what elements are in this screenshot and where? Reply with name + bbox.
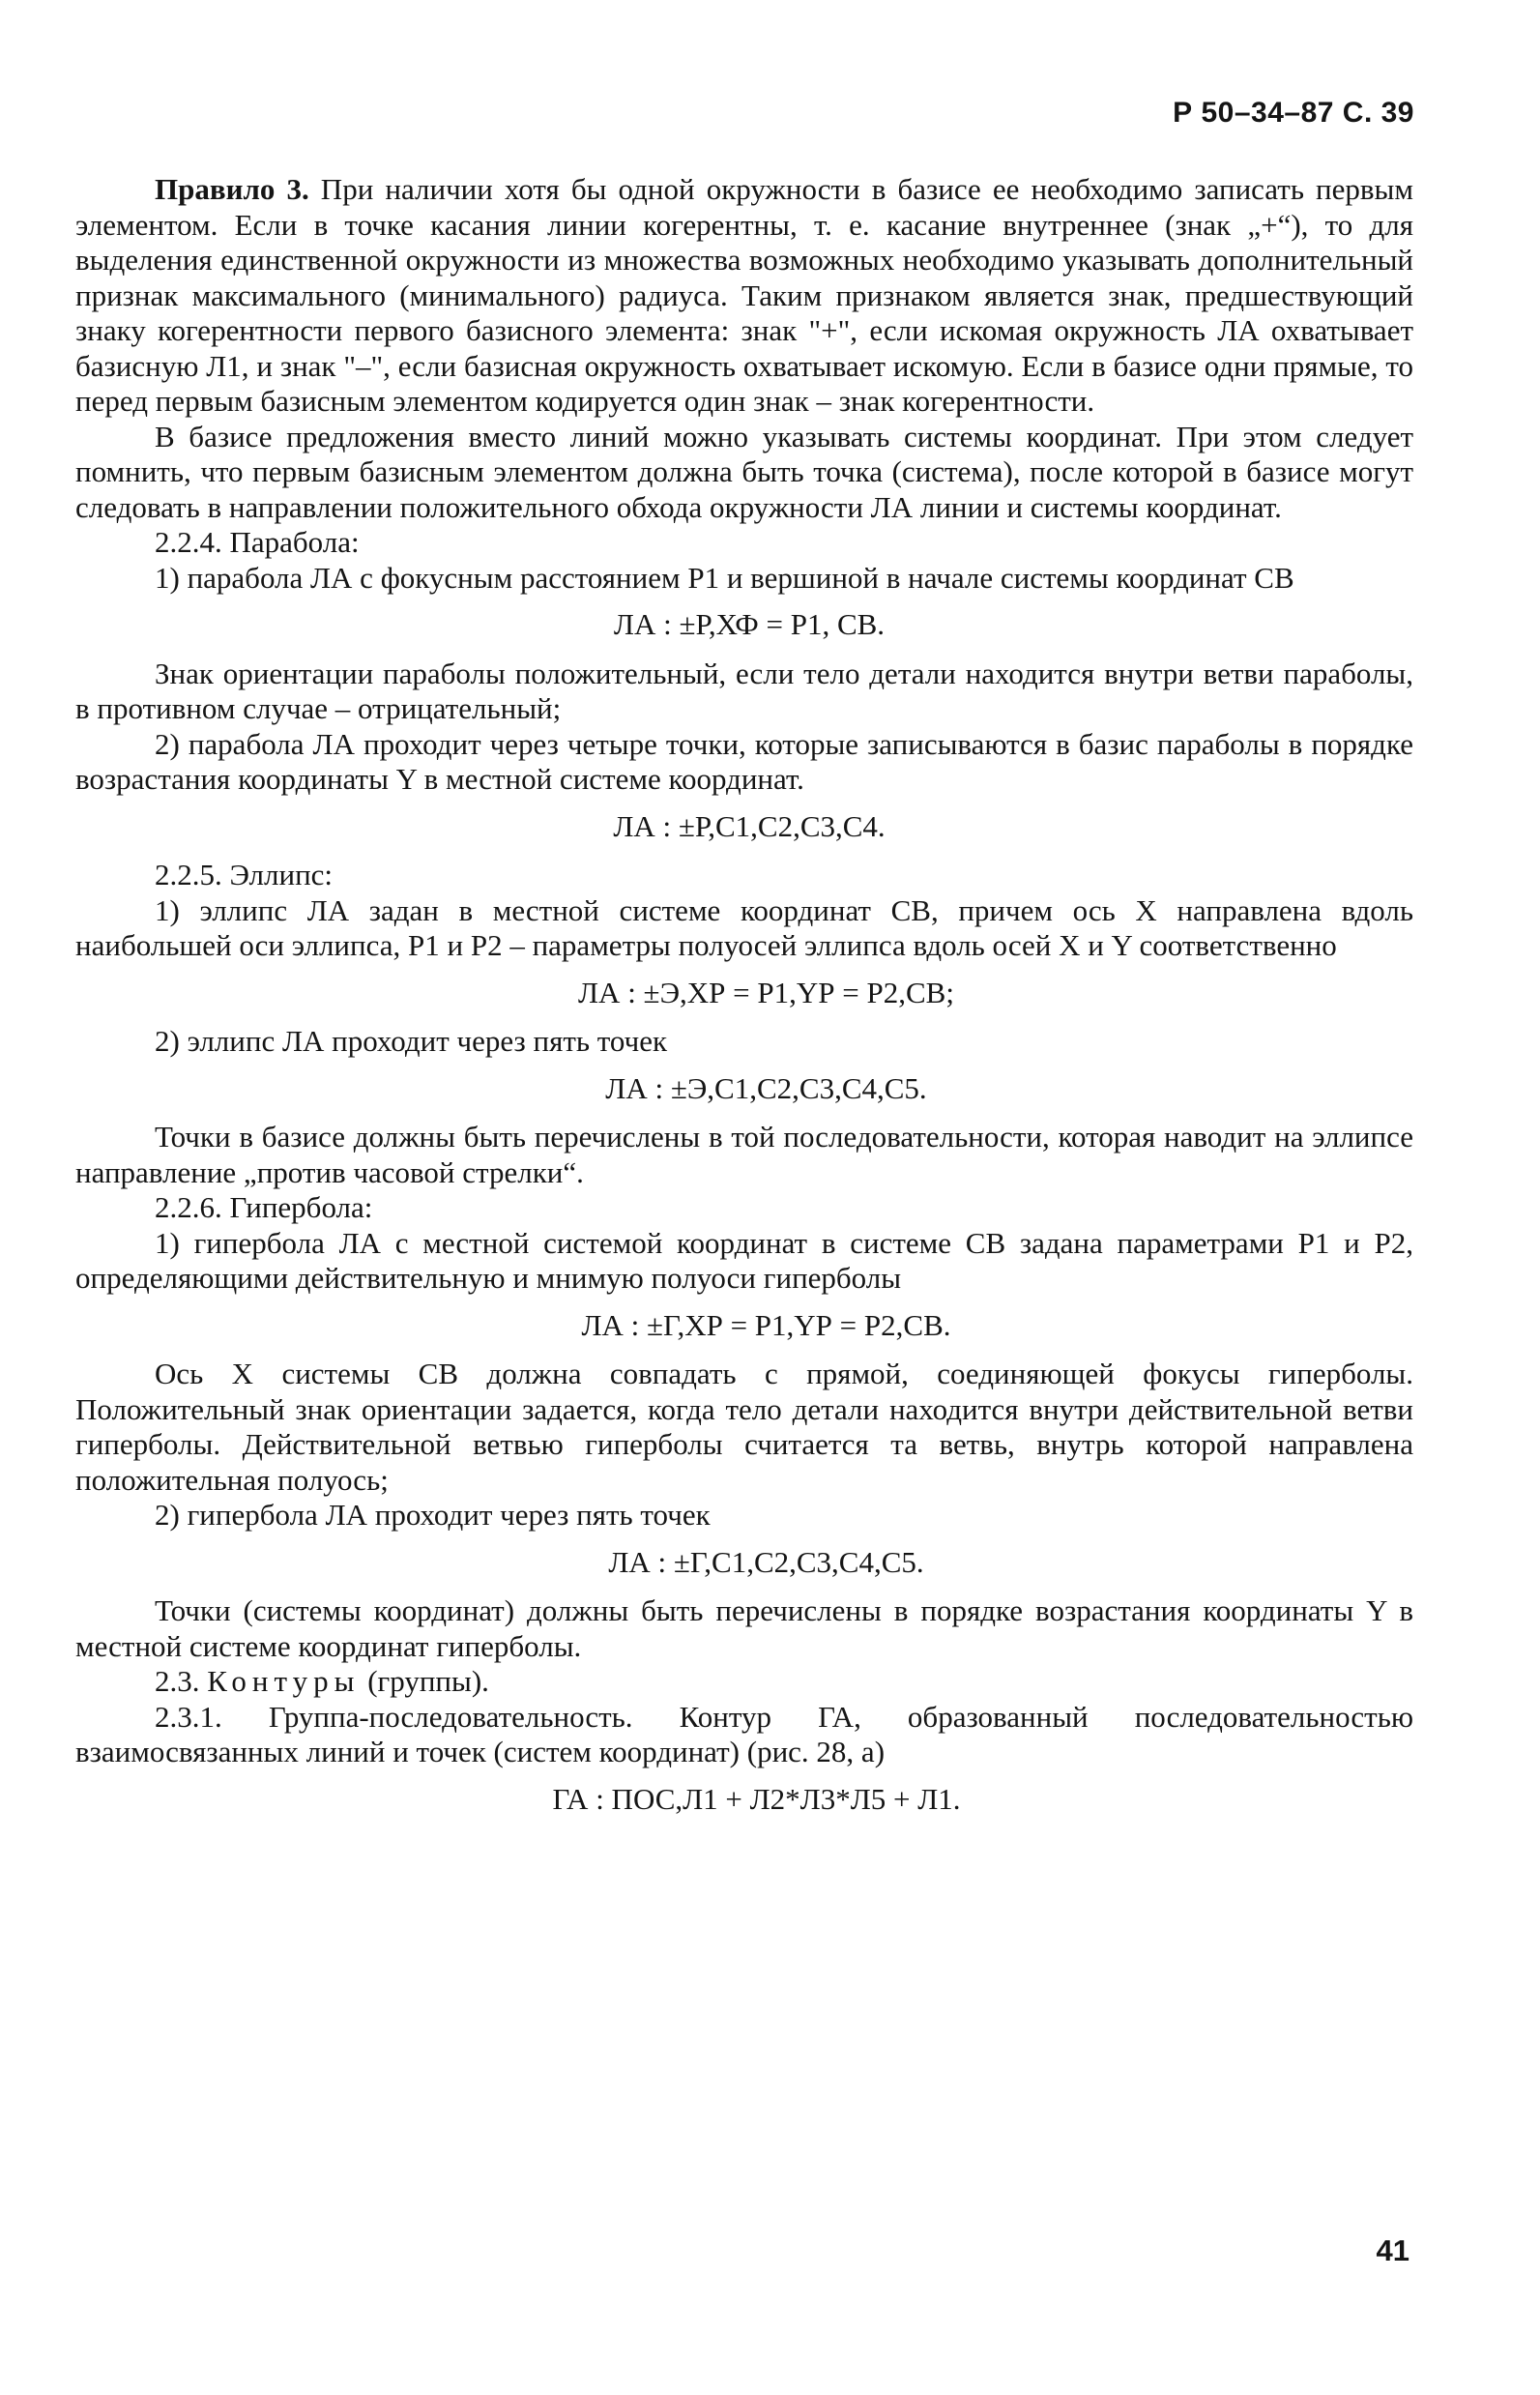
hyperbola-item-1: 1) гипербола ЛА с местной системой координат в системе СВ задана параметрами Р1 и Р2, определяющими действительную и мнимую полуоси гиперболы bbox=[75, 1225, 1413, 1295]
page-number: 41 bbox=[1376, 2234, 1409, 2267]
parabola-item-1: 1) парабола ЛА с фокусным расстоянием Р1 и вершиной в начале системы координат СВ bbox=[155, 560, 1294, 595]
parabola-item-2: 2) парабола ЛА проходит через четыре точки, которые записываются в базис параболы в порядке возрастания координаты Y в местной системе координат. bbox=[75, 726, 1413, 796]
rule-3-paragraph bbox=[75, 172, 1413, 420]
rule-3-text: При наличии хотя бы одной окружности в базисе ее необходимо записать первым элементом. Если в точке касания линии когерентны, т. е. касание внутреннее (знак „+“), то для выделения единственной окружности из множества возможных необходимо указывать дополнительный признак максимального (минимального) радиуса. Таким признаком является знак, предшествующий знаку когерентности первого базисного элемента: знак "+", если искомая окружность ЛА охватывает базисную Л1, и знак "–", если базисная окружность охватывает искомую. Если в базисе одни прямые, то перед первым базисным элементом кодируется один знак – знак когерентности. bbox=[75, 172, 1413, 418]
section-2-2-4-heading: 2.2.4. Парабола: bbox=[155, 525, 360, 559]
running-header: Р 50–34–87 С. 39 bbox=[1173, 97, 1414, 129]
page-content bbox=[75, 172, 1413, 1830]
parabola-sign-note: Знак ориентации параболы положительный, если тело детали находится внутри ветви параболы, в противном случае – отрицательный; bbox=[75, 656, 1413, 725]
hyperbola-points-note: Точки (системы координат) должны быть перечислены в порядке возрастания координаты Y в местной системе координат гиперболы. bbox=[75, 1593, 1413, 1663]
section-2-3-title: Контуры bbox=[207, 1664, 361, 1698]
ellipse-points-note: Точки в базисе должны быть перечислены в той последовательности, которая наводит на эллипсе направление „против часовой стрелки“. bbox=[75, 1120, 1413, 1189]
ellipse-item-1: 1) эллипс ЛА задан в местной системе координат СВ, причем ось X направлена вдоль наибольшей оси эллипса, Р1 и Р2 – параметры полуосей эллипса вдоль осей X и Y соответственно bbox=[75, 892, 1413, 962]
section-2-3-1-paragraph: 2.3.1. Группа-последовательность. Контур ГА, образованный последовательностью взаимосвязанных линий и точек (систем координат) (рис. 28, а) bbox=[75, 1699, 1413, 1768]
section-2-2-6-heading: 2.2.6. Гипербола: bbox=[155, 1190, 373, 1224]
hyperbola-axis-note: Ось X системы СВ должна совпадать с прямой, соединяющей фокусы гиперболы. Положительный знак ориентации задается, когда тело детали находится внутри действительной ветви гиперболы. Действительной ветвью гиперболы считается та ветвь, внутрь которой направлена положительная полуось; bbox=[75, 1357, 1413, 1497]
ellipse-formula-1: ЛА : ±Э,ХР = Р1,YР = Р2,СВ; bbox=[578, 975, 954, 1009]
parabola-formula-1: ЛА : ±Р,ХФ = Р1, СВ. bbox=[613, 607, 886, 641]
ellipse-formula-2: ЛА : ±Э,С1,С2,С3,С4,С5. bbox=[605, 1070, 927, 1105]
hyperbola-formula-2: ЛА : ±Г,С1,С2,С3,С4,С5. bbox=[608, 1544, 924, 1579]
hyperbola-item-2: 2) гипербола ЛА проходит через пять точек bbox=[155, 1498, 711, 1532]
group-sequence-formula: ГА : ПОС,Л1 + Л2*Л3*Л5 + Л1. bbox=[552, 1781, 961, 1816]
section-2-3-heading bbox=[75, 1664, 1413, 1700]
ellipse-item-2: 2) эллипс ЛА проходит через пять точек bbox=[155, 1024, 668, 1058]
rule-3-label: Правило 3. bbox=[155, 172, 309, 206]
section-2-3-number: 2.3. bbox=[155, 1664, 200, 1698]
hyperbola-formula-1: ЛА : ±Г,ХР = Р1,YР = Р2,СВ. bbox=[581, 1307, 951, 1342]
section-2-2-5-heading: 2.2.5. Эллипс: bbox=[155, 858, 334, 891]
basis-systems-paragraph: В базисе предложения вместо линий можно указывать системы координат. При этом следует помнить, что первым базисным элементом должна быть точка (система), после которой в базисе могут следовать в направлении положительного обхода окружности ЛА линии и системы координат. bbox=[75, 419, 1413, 524]
section-2-3-title-rest: (группы). bbox=[360, 1664, 489, 1698]
parabola-formula-2: ЛА : ±Р,С1,С2,С3,С4. bbox=[613, 808, 886, 843]
